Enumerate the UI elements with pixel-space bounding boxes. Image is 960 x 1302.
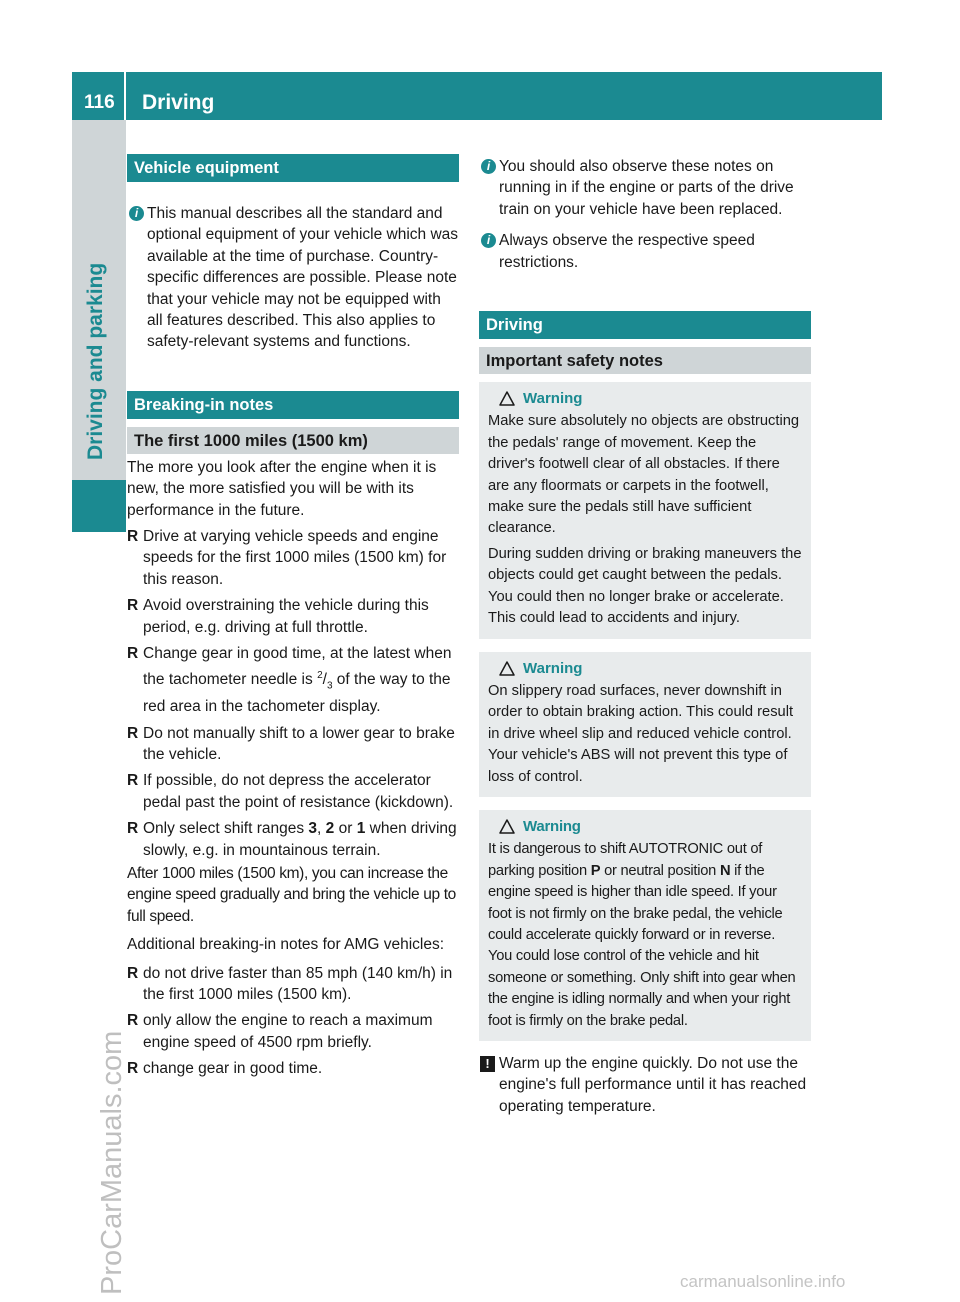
info-note xyxy=(127,203,459,353)
info-note-text: This manual describes all the standard and optional equipment of your vehicle which was available at the time of purchase. Country-specific differences are possible. Please note that your vehicle may not be equipped with all features described. This also applies to safety-relevant systems and functions. xyxy=(147,205,459,351)
bullet-r: R xyxy=(127,1060,139,1078)
warning-text: During sudden driving or braking maneuvers the objects could get caught between the pedals. You could then no longer brake or accelerate. This could lead to accidents and injury. xyxy=(488,545,802,627)
warning-text: It is dangerous to shift AUTOTRONIC out of parking position P or neutral position N if the engine speed is higher than idle speed. If your foot is not firmly on the brake pedal, the vehicle could accelerate quickly forward or in reverse. You could lose control of the vehicle and hit someone or something. Only shift into gear when the engine is idling normally and when your right foot is firmly on the brake pedal. xyxy=(488,841,796,1029)
right-column xyxy=(479,154,811,1117)
info-icon: i xyxy=(481,233,496,248)
warning-box xyxy=(479,652,811,797)
info-icon: i xyxy=(481,159,496,174)
caution-text: Warm up the engine quickly. Do not use the engine's full performance until it has reached operating temperature. xyxy=(499,1055,807,1115)
warning-triangle-icon xyxy=(499,819,515,834)
warning-box xyxy=(479,810,811,1041)
list-item: R Avoid overstraining the vehicle during this period, e.g. driving at full throttle. xyxy=(127,597,429,636)
info-note-text: You should also observe these notes on running in if the engine or parts of the drive train on your vehicle have been replaced. xyxy=(499,158,794,218)
warning-triangle-icon xyxy=(499,391,515,406)
bullet-r: R xyxy=(127,772,139,790)
exclamation-icon: ! xyxy=(480,1056,495,1072)
bullet-r: R xyxy=(127,645,139,663)
list-item: R Do not manually shift to a lower gear to brake the vehicle. xyxy=(127,724,455,763)
list-item: R If possible, do not depress the accelerator pedal past the point of resistance (kickdown). xyxy=(127,772,454,811)
amg-list xyxy=(127,963,459,1080)
bullet-r: R xyxy=(127,724,139,742)
side-tab-marker xyxy=(72,480,126,532)
subheading-first-miles: The first 1000 miles (1500 km) xyxy=(127,427,459,454)
bullet-r: R xyxy=(127,597,139,615)
warning-title: Warning xyxy=(488,388,802,409)
warning-text: Make sure absolutely no objects are obstructing the pedals' range of movement. Keep the driver's footwell clear of all obstacles. If there are any floormats or carpets in the footwell, make sure the pedals still have sufficient clearance. xyxy=(488,413,800,537)
info-note xyxy=(479,156,811,220)
bullet-r: R xyxy=(127,964,139,982)
info-icon: i xyxy=(129,206,144,221)
breaking-in-list xyxy=(127,526,459,861)
caution-note xyxy=(479,1053,811,1117)
bullet-r: R xyxy=(127,528,139,546)
intro-paragraph: The more you look after the engine when it is new, the more satisfied you will be with its performance in the future. xyxy=(127,458,437,519)
warning-title: Warning xyxy=(488,816,802,837)
page-number: 116 xyxy=(84,92,115,113)
list-item: R Drive at varying vehicle speeds and engine speeds for the first 1000 miles (1500 km) for this reason. xyxy=(127,528,447,588)
left-column xyxy=(127,154,459,1080)
list-item: R Change gear in good time, at the latest when the tachometer needle is $^2/_3$ of the way to the red area in the tachometer display. xyxy=(127,645,452,716)
subheading-safety-notes: Important safety notes xyxy=(479,347,811,374)
section-heading-breaking-in: Breaking-in notes xyxy=(127,391,459,419)
side-tab-label: Driving and parking xyxy=(84,262,107,460)
chapter-title: Driving xyxy=(142,91,215,114)
side-watermark: ProCarManuals.com xyxy=(96,1030,128,1295)
footer-watermark: carmanualsonline.info xyxy=(680,1272,846,1291)
warning-box xyxy=(479,382,811,638)
info-note-text: Always observe the respective speed restrictions. xyxy=(499,232,755,271)
amg-intro: Additional breaking-in notes for AMG vehicles: xyxy=(127,936,445,954)
list-item: R Only select shift ranges 3, 2 or 1 when driving slowly, e.g. in mountainous terrain. xyxy=(127,820,457,859)
section-heading-vehicle-equipment: Vehicle equipment xyxy=(127,154,459,182)
bullet-r: R xyxy=(127,1012,139,1030)
bullet-r: R xyxy=(127,820,139,838)
warning-title: Warning xyxy=(488,658,802,679)
after-breaking-in-paragraph: After 1000 miles (1500 km), you can increase the engine speed gradually and bring the vehicle up to full speed. xyxy=(127,865,456,925)
info-note xyxy=(479,230,811,273)
warning-triangle-icon xyxy=(499,661,515,676)
section-heading-driving: Driving xyxy=(479,311,811,339)
list-item: R change gear in good time. xyxy=(127,1058,459,1079)
list-item: R only allow the engine to reach a maximum engine speed of 4500 rpm briefly. xyxy=(127,1012,433,1051)
warning-text: On slippery road surfaces, never downshift in order to obtain braking action. This could result in drive wheel slip and reduced vehicle control. Your vehicle's ABS will not prevent this type of loss of control. xyxy=(488,682,794,785)
list-item: R do not drive faster than 85 mph (140 km/h) in the first 1000 miles (1500 km). xyxy=(127,964,453,1004)
